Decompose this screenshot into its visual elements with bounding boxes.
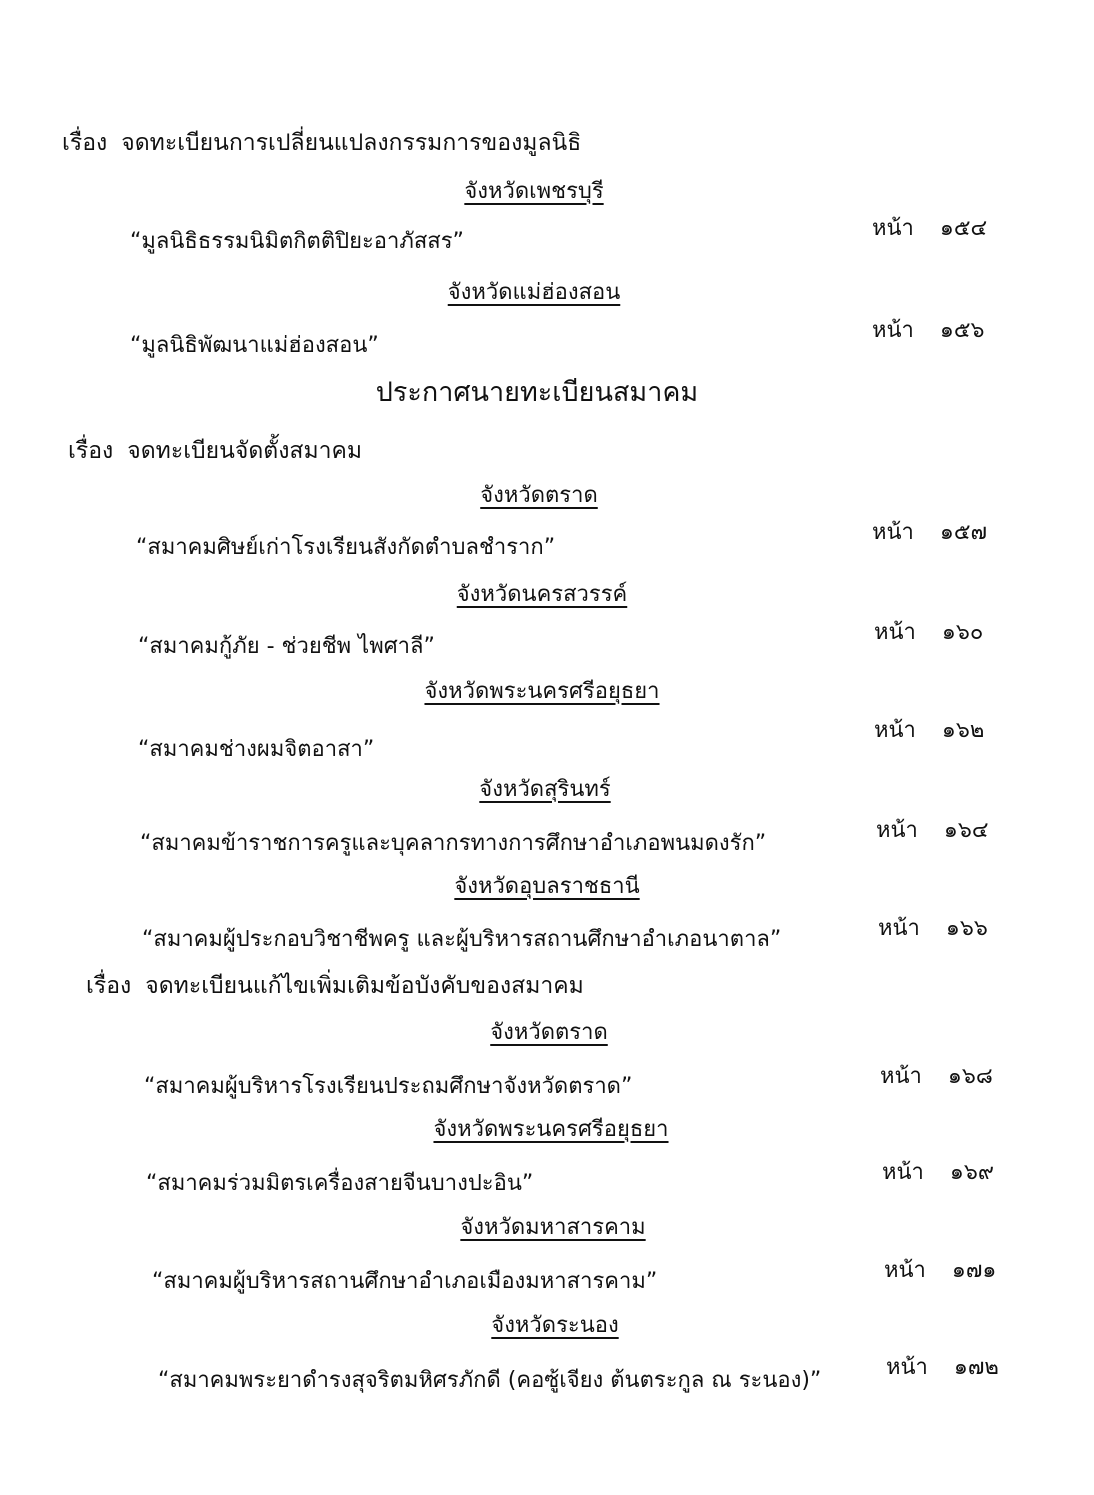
entry-name: “สมาคมศิษย์เก่าโรงเรียนสังกัดตำบลชำราก” bbox=[136, 535, 556, 560]
page-ref bbox=[880, 1066, 993, 1088]
entry-name: “สมาคมร่วมมิตรเครื่องสายจีนบางปะอิน” bbox=[146, 1171, 534, 1196]
subject-label: เรื่อง bbox=[86, 973, 132, 999]
entry-name: “สมาคมข้าราชการครูและบุคลากรทางการศึกษาอำเภอพนมดงรัก” bbox=[140, 831, 767, 856]
entry-name: “สมาคมพระยาดำรงสุจริตมหิศรภักดี (คอซู้เจียง ต้นตระกูล ณ ระนอง)” bbox=[158, 1368, 822, 1393]
page-number: ๑๖๖ bbox=[945, 916, 988, 941]
page-label: หน้า bbox=[886, 1355, 928, 1380]
page-label: หน้า bbox=[882, 1160, 924, 1185]
page-number: ๑๖๐ bbox=[941, 620, 984, 645]
page-label: หน้า bbox=[878, 916, 920, 941]
province-heading: จังหวัดพระนครศรีอยุธยา bbox=[424, 679, 660, 704]
province-heading: จังหวัดพระนครศรีอยุธยา bbox=[433, 1117, 669, 1142]
province-heading: จังหวัดตราด bbox=[490, 1020, 608, 1045]
page-ref bbox=[886, 1357, 999, 1379]
page-ref bbox=[876, 820, 989, 842]
page-label: หน้า bbox=[880, 1064, 922, 1089]
entry-name: “มูลนิธิพัฒนาแม่ฮ่องสอน” bbox=[130, 333, 379, 358]
page-label: หน้า bbox=[874, 620, 916, 645]
province-heading: จังหวัดสุรินทร์ bbox=[479, 777, 611, 802]
subject-label: เรื่อง bbox=[68, 438, 114, 464]
province-heading: จังหวัดแม่ฮ่องสอน bbox=[447, 280, 621, 305]
page-number: ๑๗๑ bbox=[951, 1258, 997, 1283]
page-ref bbox=[878, 918, 988, 940]
subject-text: จดทะเบียนการเปลี่ยนแปลงกรรมการของมูลนิธิ bbox=[121, 130, 582, 156]
page-label: หน้า bbox=[874, 718, 916, 743]
subject-text: จดทะเบียนจัดตั้งสมาคม bbox=[127, 438, 363, 464]
page-label: หน้า bbox=[872, 318, 914, 343]
province-heading: จังหวัดมหาสารคาม bbox=[460, 1215, 646, 1240]
province-heading: จังหวัดอุบลราชธานี bbox=[454, 874, 640, 899]
subject-line bbox=[68, 440, 362, 463]
page-ref bbox=[882, 1162, 994, 1184]
page-label: หน้า bbox=[876, 818, 918, 843]
subject-label: เรื่อง bbox=[62, 130, 108, 156]
province-heading: จังหวัดระนอง bbox=[491, 1313, 619, 1338]
page-number: ๑๕๔ bbox=[939, 216, 988, 241]
province-heading: จังหวัดนครสวรรค์ bbox=[456, 582, 628, 607]
entry-name: “มูลนิธิธรรมนิมิตกิตติปิยะอาภัสสร” bbox=[130, 229, 464, 254]
page-ref bbox=[874, 622, 983, 644]
entry-name: “สมาคมผู้บริหารสถานศึกษาอำเภอเมืองมหาสารคาม” bbox=[152, 1269, 658, 1294]
province-heading: จังหวัดเพชรบุรี bbox=[464, 179, 604, 204]
page-number: ๑๖๒ bbox=[941, 718, 985, 743]
page-ref bbox=[872, 522, 987, 544]
page-number: ๑๕๗ bbox=[939, 520, 988, 545]
page-label: หน้า bbox=[872, 520, 914, 545]
page-number: ๑๖๔ bbox=[943, 818, 989, 843]
page-ref bbox=[872, 218, 987, 240]
page-number: ๑๕๖ bbox=[939, 318, 985, 343]
province-heading: จังหวัดตราด bbox=[480, 483, 598, 508]
entry-name: “สมาคมผู้บริหารโรงเรียนประถมศึกษาจังหวัดตราด” bbox=[144, 1074, 633, 1099]
section-heading: ประกาศนายทะเบียนสมาคม bbox=[375, 377, 699, 408]
subject-text: จดทะเบียนแก้ไขเพิ่มเติมข้อบังคับของสมาคม bbox=[145, 973, 584, 999]
page-number: ๑๖๙ bbox=[949, 1160, 994, 1185]
entry-name: “สมาคมผู้ประกอบวิชาชีพครู และผู้บริหารสถานศึกษาอำเภอนาตาล” bbox=[142, 927, 782, 952]
entry-name: “สมาคมช่างผมจิตอาสา” bbox=[138, 737, 375, 762]
subject-line bbox=[62, 132, 581, 155]
subject-line bbox=[86, 975, 584, 998]
page-label: หน้า bbox=[884, 1258, 926, 1283]
page-ref bbox=[872, 320, 985, 342]
page-ref bbox=[884, 1260, 996, 1282]
page-number: ๑๗๒ bbox=[953, 1355, 999, 1380]
page-ref bbox=[874, 720, 984, 742]
entry-name: “สมาคมกู้ภัย - ช่วยชีพ ไพศาลี” bbox=[138, 634, 435, 659]
page-number: ๑๖๘ bbox=[947, 1064, 993, 1089]
page-label: หน้า bbox=[872, 216, 914, 241]
